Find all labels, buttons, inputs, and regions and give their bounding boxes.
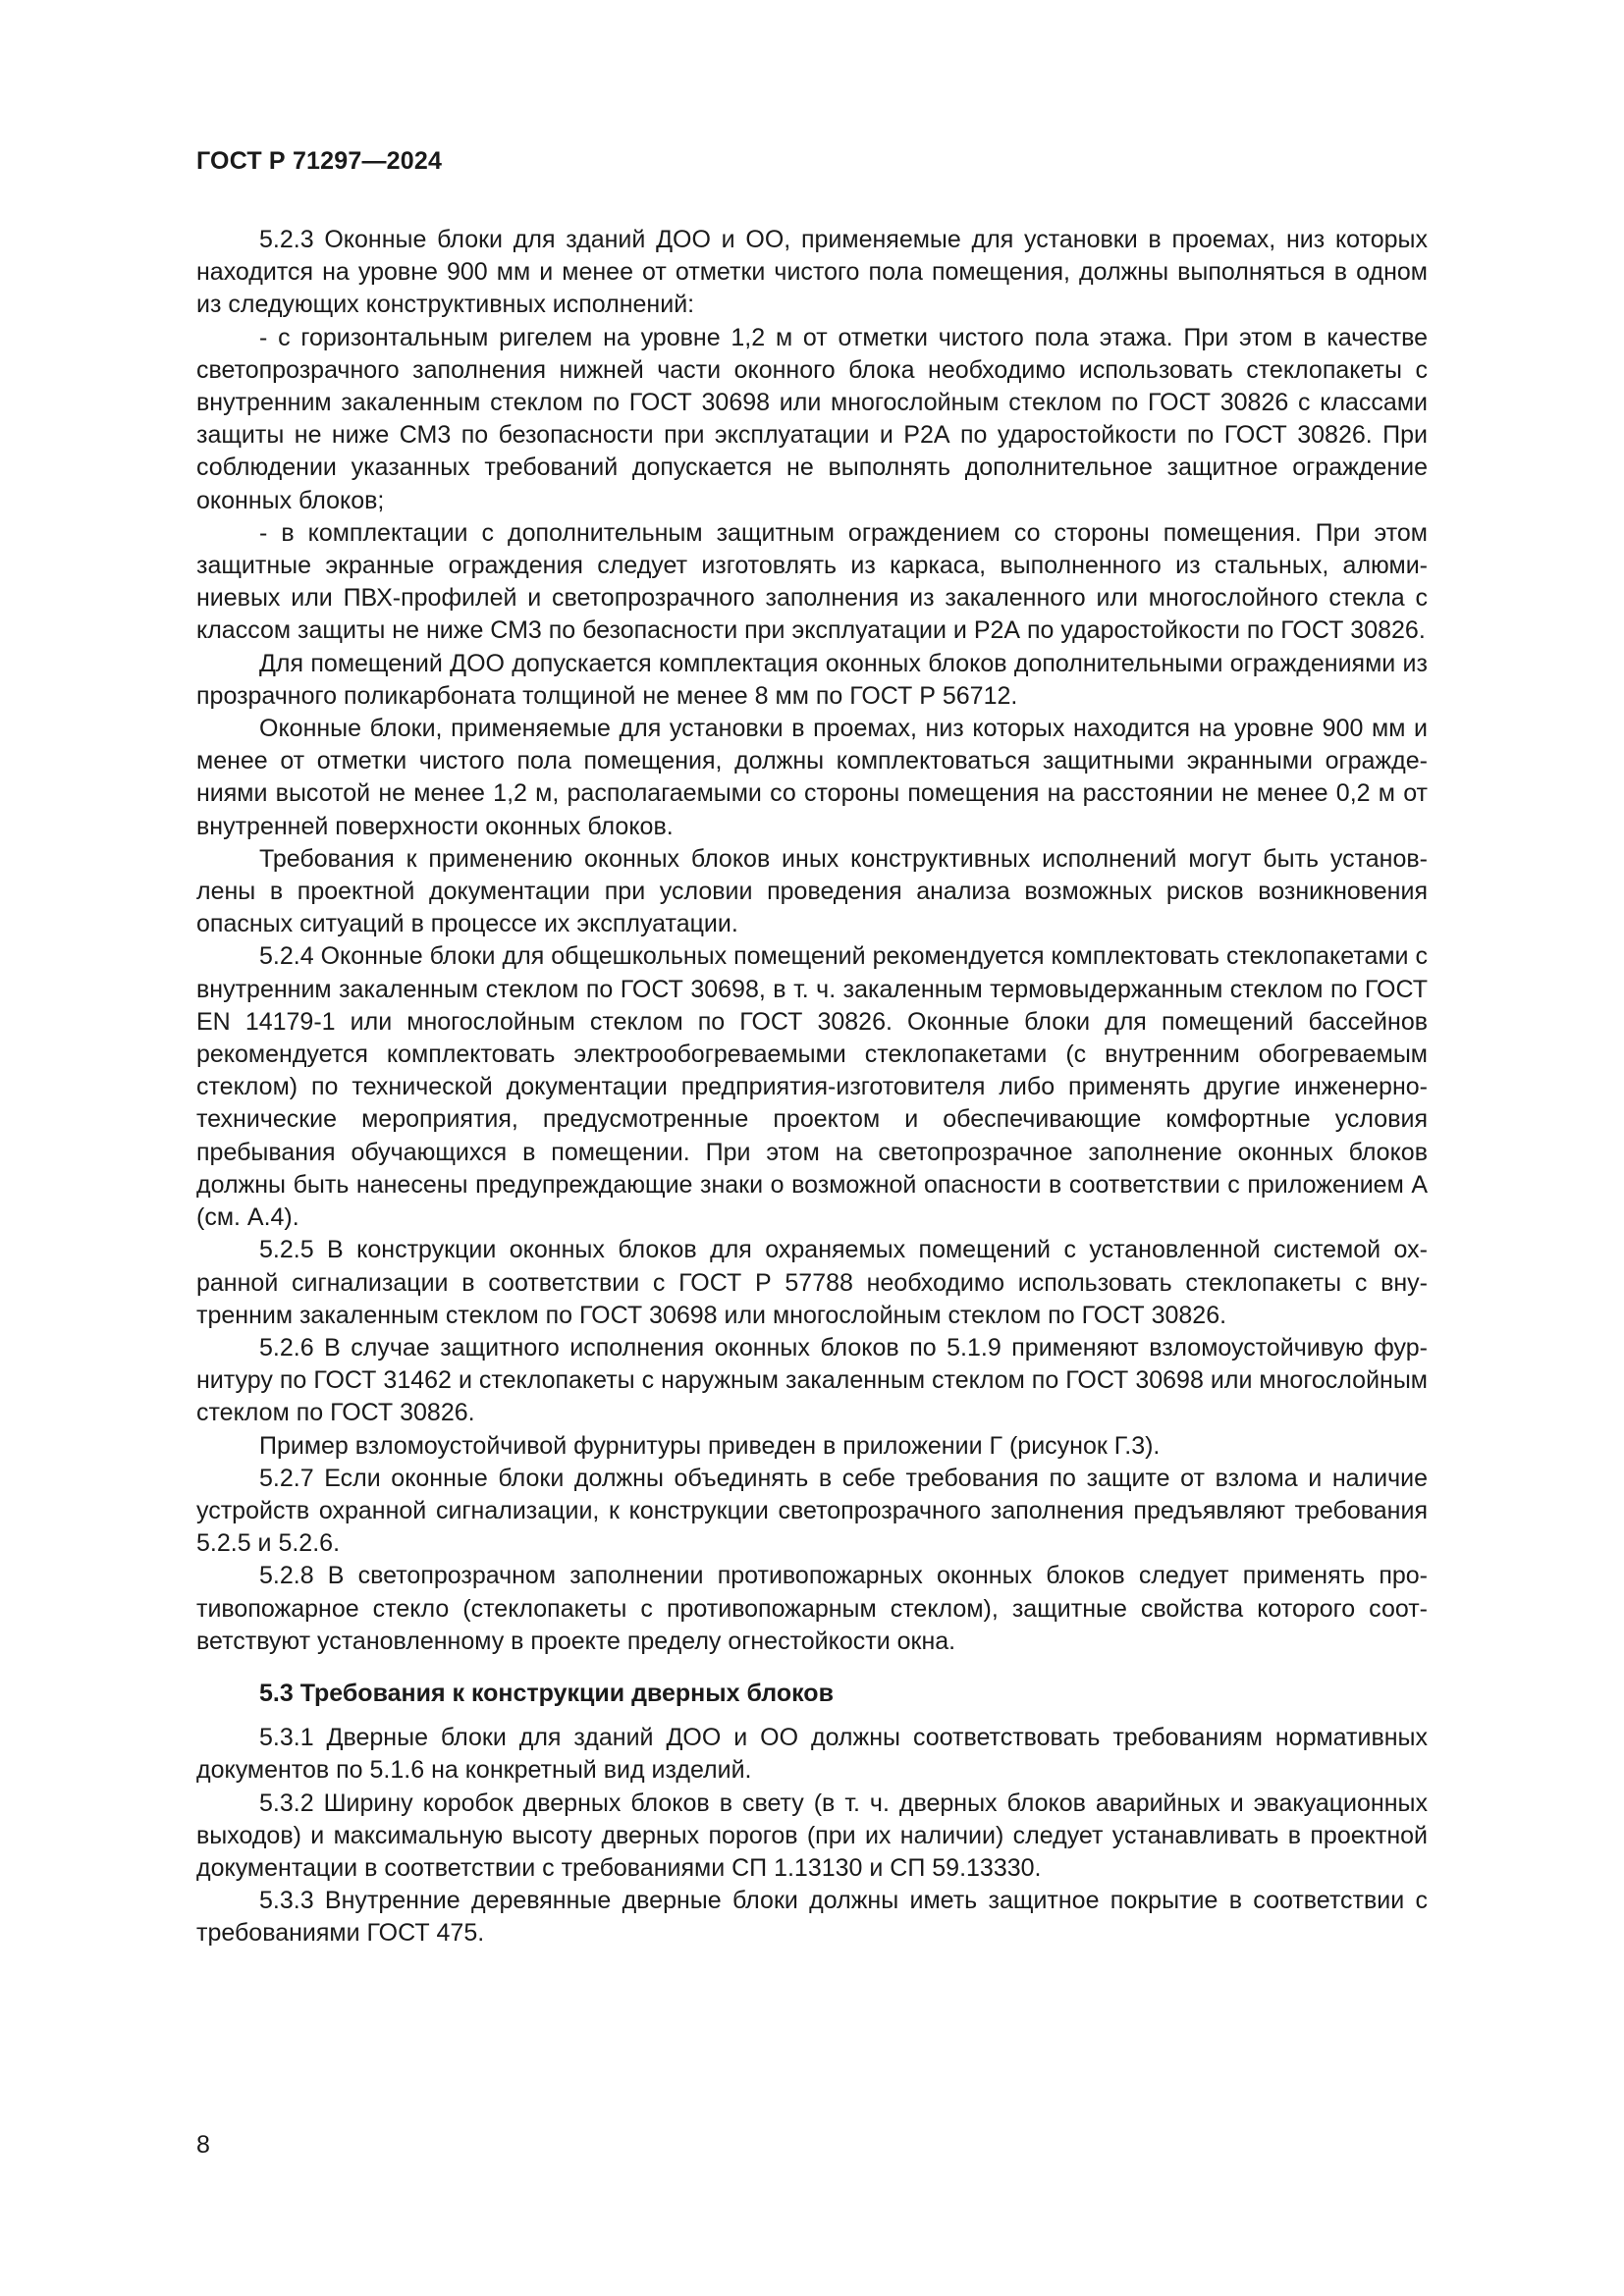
paragraph-screen-guards: Оконные блоки, применяемые для установки в проемах, низ которых находится на уровне 900 мм и менее от отметки чистого пола помещения, должны комплектоваться защитными экранными ограждениями высотой не менее 1,2 м, располагаемыми со стороны помещения на расстоянии не менее 0,2 м от внутренней поверхности оконных блоков. [196, 715, 1428, 840]
paragraph-5-2-5: 5.2.5 В конструкции оконных блоков для охраняемых помещений с установленной системой охранной сигнализации в соответствии с ГОСТ Р 57788 необходимо использовать стеклопакеты с внутренним закаленным стеклом по ГОСТ 30698 или многослойным стеклом по ГОСТ 30826. [196, 1236, 1428, 1329]
paragraph-5-2-4: 5.2.4 Оконные блоки для общешкольных помещений рекомендуется комплектовать стеклопакетами с внутренним закаленным стеклом по ГОСТ 30698, в т. ч. закаленным термовыдержанным стеклом по ГОСТ EN 14179-1 или многослойным стеклом по ГОСТ 30826. Оконные блоки для помещений бассейнов рекомендуется комплектовать электрообогреваемыми стеклопакетами (с внутренним обогреваемым стеклом) по технической документации предприятия-изготовителя либо применять другие инженерно-технические мероприятия, предусмотренные проектом и обеспечивающие комфортные условия пребывания обучающихся в помещении. При этом на светопрозрачное заполнение оконных блоков должны быть нанесены предупреждающие знаки о возможной опасности в соответствии с приложением А (см. А.4). [196, 942, 1428, 1232]
paragraph-doo-polycarbonate: Для помещений ДОО допускается комплектация оконных блоков дополнительными ограждениями из прозрачного поликарбоната толщиной не менее 8 мм по ГОСТ Р 56712. [196, 649, 1428, 710]
paragraph-5-3-2: 5.3.2 Ширину коробок дверных блоков в свету (в т. ч. дверных блоков аварийных и эвакуационных выходов) и максимальную высоту дверных порогов (при их наличии) следует устанавливать в проектной документации в соответствии с требованиями СП 1.13130 и СП 59.13330. [196, 1789, 1428, 1882]
page-number: 8 [196, 2131, 210, 2159]
document-header: ГОСТ Р 71297—2024 [196, 147, 443, 175]
paragraph-5-2-6: 5.2.6 В случае защитного исполнения оконных блоков по 5.1.9 применяют взломоустойчивую фурнитуру по ГОСТ 31462 и стеклопакеты с наружным закаленным стеклом по ГОСТ 30698 или многослойным стеклом по ГОСТ 30826. [196, 1333, 1428, 1427]
paragraph-5-2-3: 5.2.3 Оконные блоки для зданий ДОО и ОО, применяемые для установки в проемах, низ которых находится на уровне 900 мм и менее от отметки чистого пола помещения, должны выполняться в одном из следующих конструктивных исполнений: [196, 226, 1428, 319]
paragraph-hardware-example: Пример взломоустойчивой фурнитуры приведен в приложении Г (рисунок Г.3). [259, 1431, 1161, 1460]
paragraph-5-2-7: 5.2.7 Если оконные блоки должны объединять в себе требования по защите от взлома и наличие устройств охранной сигнализации, к конструкции светопрозрачного заполнения предъявляют требования 5.2.5 и 5.2.6. [196, 1464, 1428, 1558]
paragraph-option-guard: - в комплектации с дополнительным защитным ограждением со стороны помещения. При этом защитные экранные ограждения следует изготовлять из каркаса, выполненного из стальных, алюминиевых или ПВХ-профилей и светопрозрачного заполнения из закаленного или многослойного стекла с классом защиты не ниже СМ3 по безопасности при эксплуатации и Р2А по ударостойкости по ГОСТ 30826. [196, 518, 1428, 645]
paragraph-option-rigel: - с горизонтальным ригелем на уровне 1,2 м от отметки чистого пола этажа. При этом в качестве светопрозрачного заполнения нижней части оконного блока необходимо использовать стеклопакеты с внутренним закаленным стеклом по ГОСТ 30698 или многослойным стеклом по ГОСТ 30826 с классами защиты не ниже СМ3 по безопасности при эксплуатации и Р2А по ударостойкости по ГОСТ 30826. При соблюдении указанных требований допускается не выполнять дополнительное защитное ограждение оконных блоков; [196, 323, 1428, 514]
paragraph-other-designs: Требования к применению оконных блоков иных конструктивных исполнений могут быть установлены в проектной документации при условии проведения анализа возможных рисков возникновения опасных ситуаций в процессе их эксплуатации. [196, 844, 1428, 938]
paragraph-5-2-8: 5.2.8 В светопрозрачном заполнении противопожарных оконных блоков следует применять противопожарное стекло (стеклопакеты с противопожарным стеклом), защитные свойства которого соответствуют установленному в проекте пределу огнестойкости окна. [196, 1562, 1428, 1655]
paragraph-5-3-1: 5.3.1 Дверные блоки для зданий ДОО и ОО должны соответствовать требованиям нормативных документов по 5.1.6 на конкретный вид изделий. [196, 1724, 1428, 1785]
section-heading-5-3: 5.3 Требования к конструкции дверных блоков [259, 1679, 834, 1707]
paragraph-5-3-3: 5.3.3 Внутренние деревянные дверные блоки должны иметь защитное покрытие в соответствии с требованиями ГОСТ 475. [196, 1887, 1428, 1948]
document-body [196, 224, 1428, 1950]
